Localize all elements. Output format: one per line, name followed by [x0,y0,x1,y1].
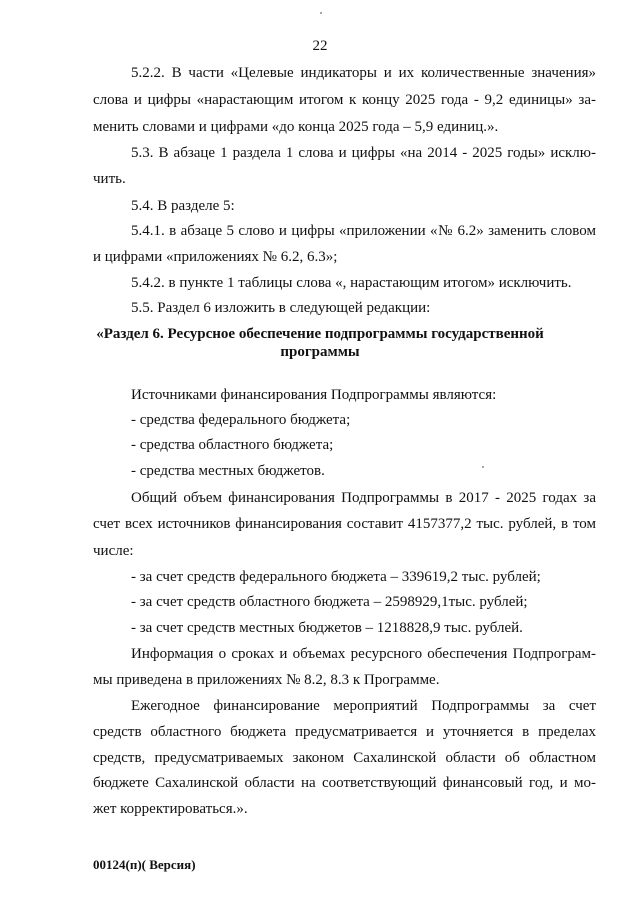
paragraph-line: слова и цифры «нарастающим итогом к концу 2025 года - 9,2 единицы» за- [93,92,596,108]
list-item: - за счет средств федерального бюджета – 339619,2 тыс. рублей; [131,569,541,585]
paragraph-line: 5.2.2. В части «Целевые индикаторы и их количественные значения» [131,65,596,81]
paragraph-line: 5.4.1. в абзаце 5 слово и цифры «приложении «№ 6.2» заменить словом [131,223,596,239]
section-heading-line-2: программы [280,344,360,360]
paragraph-line: менить словами и цифрами «до конца 2025 года – 5,9 единиц.». [93,119,499,135]
section-heading-line-1: «Раздел 6. Ресурсное обеспечение подпрограммы государственной [96,326,544,342]
list-item: - за счет средств местных бюджетов – 1218828,9 тыс. рублей. [131,620,523,636]
body-line: средств, предусматриваемых законом Сахалинской области об областном [93,750,596,766]
scan-speck [320,12,322,14]
body-line: счет всех источников финансирования составит 4157377,2 тыс. рублей, в том [93,516,596,532]
body-line: числе: [93,543,134,559]
list-item: - за счет средств областного бюджета – 2598929,1тыс. рублей; [131,594,528,610]
paragraph-line: 5.4.2. в пункте 1 таблицы слова «, нарастающим итогом» исключить. [131,275,572,291]
paragraph-line: 5.5. Раздел 6 изложить в следующей редакции: [131,300,431,316]
body-line: бюджете Сахалинской области на соответствующий финансовый год, и мо- [93,775,596,791]
body-line: жет корректироваться.». [93,801,248,817]
paragraph-line: и цифрами «приложениях № 6.2, 6.3»; [93,249,338,265]
paragraph-line: чить. [93,171,126,187]
body-line: Источниками финансирования Подпрограммы являются: [131,387,497,403]
page-number: 22 [312,38,328,54]
list-item: - средства местных бюджетов. [131,463,325,479]
document-footer-code: 00124(п)( Версия) [93,857,196,872]
list-item: - средства федерального бюджета; [131,412,351,428]
paragraph-line: 5.3. В абзаце 1 раздела 1 слова и цифры «на 2014 - 2025 годы» исклю- [131,145,596,161]
paragraph-line: 5.4. В разделе 5: [131,198,235,214]
body-line: средств областного бюджета предусматривается и уточняется в пределах [93,724,596,740]
body-line: мы приведена в приложениях № 8.2, 8.3 к Программе. [93,672,440,688]
body-line: Информация о сроках и объемах ресурсного обеспечения Подпрограм- [131,646,596,662]
list-item: - средства областного бюджета; [131,437,334,453]
body-line: Ежегодное финансирование мероприятий Подпрограммы за счет [131,698,596,714]
body-line: Общий объем финансирования Подпрограммы в 2017 - 2025 годах за [131,490,596,506]
scan-speck [482,466,484,468]
